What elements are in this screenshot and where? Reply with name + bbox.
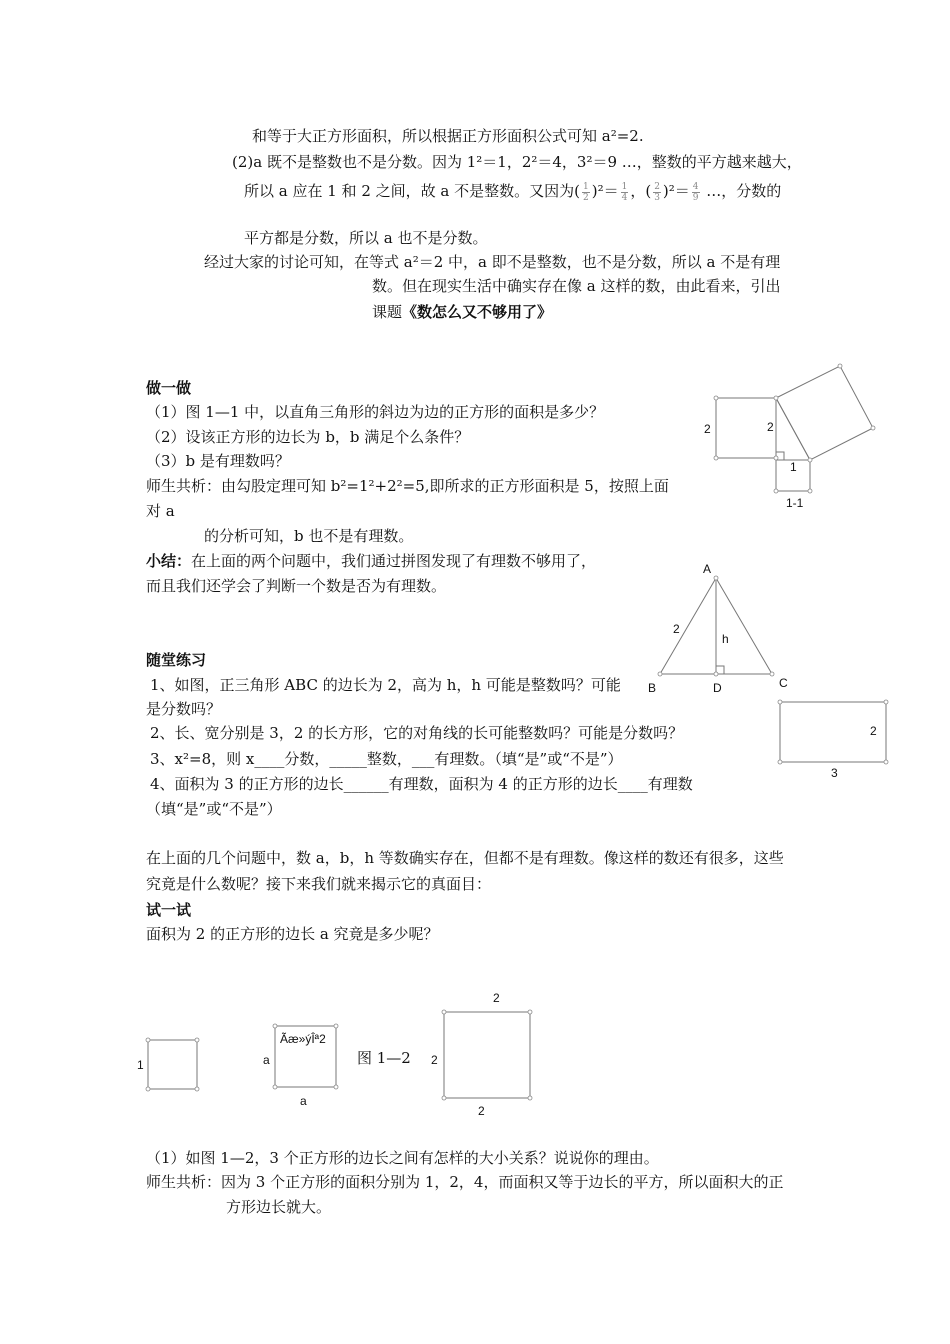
- fig12-label-left: 2: [431, 1053, 438, 1067]
- practice-2: 2、长、宽分别是 3，2 的长方形，它的对角线的长可能整数吗？可能是分数吗？: [150, 724, 684, 742]
- fraction-4-9: $\frac{4}{9}$: [692, 181, 699, 203]
- practice-1a: 1、如图，正三角形 ABC 的边长为 2，高为 h，h 可能是整数吗？可能: [150, 676, 621, 694]
- intro-line-3: 所以 a 应在 1 和 2 之间，故 a 不是整数。又因为( $\frac{1}{2}$ )²＝ $\frac{1}{4}$ ，( $\frac{2}{3}$ )²＝ $\frac{4}{9}$ …，分数的: [244, 181, 782, 203]
- practice-1b: 是分数吗？: [146, 700, 222, 718]
- section-heading-shi: 试一试: [146, 901, 192, 919]
- end-answer-1: 师生共析：因为 3 个正方形的面积分别为 1，2，4，而面积又等于边长的平方，所以面积大的正: [146, 1173, 784, 1191]
- fig12-label-bottom: 2: [478, 1104, 485, 1118]
- fig11-label-left: 2: [704, 422, 711, 436]
- zuo-answer-3: 的分析可知，b 也不是有理数。: [204, 527, 414, 545]
- zuo-answer-1: 师生共析：由勾股定理可知 b²=1²+2²=5,即所求的正方形面积是 5，按照上面: [146, 477, 669, 495]
- summary-line-1: 小结：在上面的两个问题中，我们通过拼图发现了有理数不够用了，: [146, 552, 597, 570]
- rect-label-height: 2: [870, 724, 877, 738]
- intro-line-7: 课题《数怎么又不够用了》: [372, 303, 553, 321]
- summary-label: 小结：: [146, 552, 192, 570]
- zuo-answer-2: 对 a: [146, 502, 175, 520]
- para-line-1: 在上面的几个问题中，数 a，b，h 等数确实存在，但都不是有理数。像这样的数还有很多，这些: [146, 849, 784, 867]
- fig12-label-a-bottom: a: [300, 1094, 307, 1108]
- end-question-1: （1）如图 1—2，3 个正方形的边长之间有怎样的大小关系？说说你的理由。: [146, 1149, 659, 1167]
- fraction-1-2: $\frac{1}{2}$: [582, 181, 589, 203]
- practice-4: 4、面积为 3 的正方形的边长______有理数，面积为 4 的正方形的边长____有理数: [150, 775, 693, 793]
- intro-line-3-text: 所以 a 应在 1 和 2 之间，故 a 不是整数。又因为: [244, 182, 575, 200]
- rect-label-width: 3: [831, 766, 838, 780]
- practice-4b: （填“是”或“不是”）: [146, 800, 282, 818]
- triangle-label-c: C: [779, 676, 788, 690]
- fig12-label-top: 2: [493, 991, 500, 1005]
- fraction-2-3: $\frac{2}{3}$: [654, 181, 660, 203]
- fig12-label-garbled: Ãæ»ýÎª2: [280, 1032, 326, 1046]
- shi-question: 面积为 2 的正方形的边长 a 究竟是多少呢？: [146, 925, 439, 943]
- section-heading-lianxi: 随堂练习: [146, 651, 207, 669]
- para-line-2: 究竟是什么数呢？接下来我们就来揭示它的真面目：: [146, 875, 492, 893]
- triangle-label-side: 2: [673, 622, 680, 636]
- zuo-q1: （1）图 1—1 中，以直角三角形的斜边为边的正方形的面积是多少？: [146, 403, 605, 421]
- intro-line-4: 平方都是分数，所以 a 也不是分数。: [244, 229, 488, 247]
- zuo-q2: （2）设该正方形的边长为 b，b 满足个么条件？: [146, 428, 470, 446]
- practice-3: 3、x²=8，则 x____分数，_____整数，___有理数。（填“是”或“不是”）: [150, 750, 623, 768]
- fig12-label-a-left: a: [263, 1053, 270, 1067]
- fig11-label-mid: 2: [767, 420, 774, 434]
- triangle-label-d: D: [713, 681, 722, 695]
- hypotenuse-square: [776, 366, 873, 460]
- fig12-label-1: 1: [137, 1058, 144, 1072]
- fig11-label-one: 1: [790, 460, 797, 474]
- intro-line-1: 和等于大正方形面积，所以根据正方形面积公式可知 a²=2.: [252, 127, 644, 145]
- section-heading-zuo: 做一做: [146, 379, 192, 397]
- triangle-label-a: A: [703, 562, 712, 576]
- fig12-caption: 图 1—2: [357, 1049, 411, 1067]
- fraction-1-4: $\frac{1}{4}$: [621, 181, 628, 203]
- lesson-title: 《数怎么又不够用了》: [402, 303, 553, 321]
- square-area-1: [148, 1040, 197, 1089]
- summary-line-2: 而且我们还学会了判断一个数是否为有理数。: [146, 577, 447, 595]
- hypotenuse: [776, 398, 810, 460]
- intro-line-6: 数。但在现实生活中确实存在像 a 这样的数，由此看来，引出: [372, 277, 781, 295]
- zuo-q3: （3）b 是有理数吗？: [146, 452, 290, 470]
- intro-line-5: 经过大家的讨论可知，在等式 a²＝2 中，a 即不是整数，也不是分数，所以 a 不是有理: [204, 253, 781, 271]
- intro-line-2: (2)a 既不是整数也不是分数。因为 1²＝1，2²＝4，3²＝9 …，整数的平方越来越大，: [232, 153, 802, 171]
- end-answer-2: 方形边长就大。: [226, 1198, 332, 1216]
- triangle-label-b: B: [648, 681, 657, 695]
- fig11-caption: 1-1: [786, 496, 804, 510]
- triangle-label-h: h: [722, 632, 729, 646]
- square-area-4: [444, 1012, 530, 1098]
